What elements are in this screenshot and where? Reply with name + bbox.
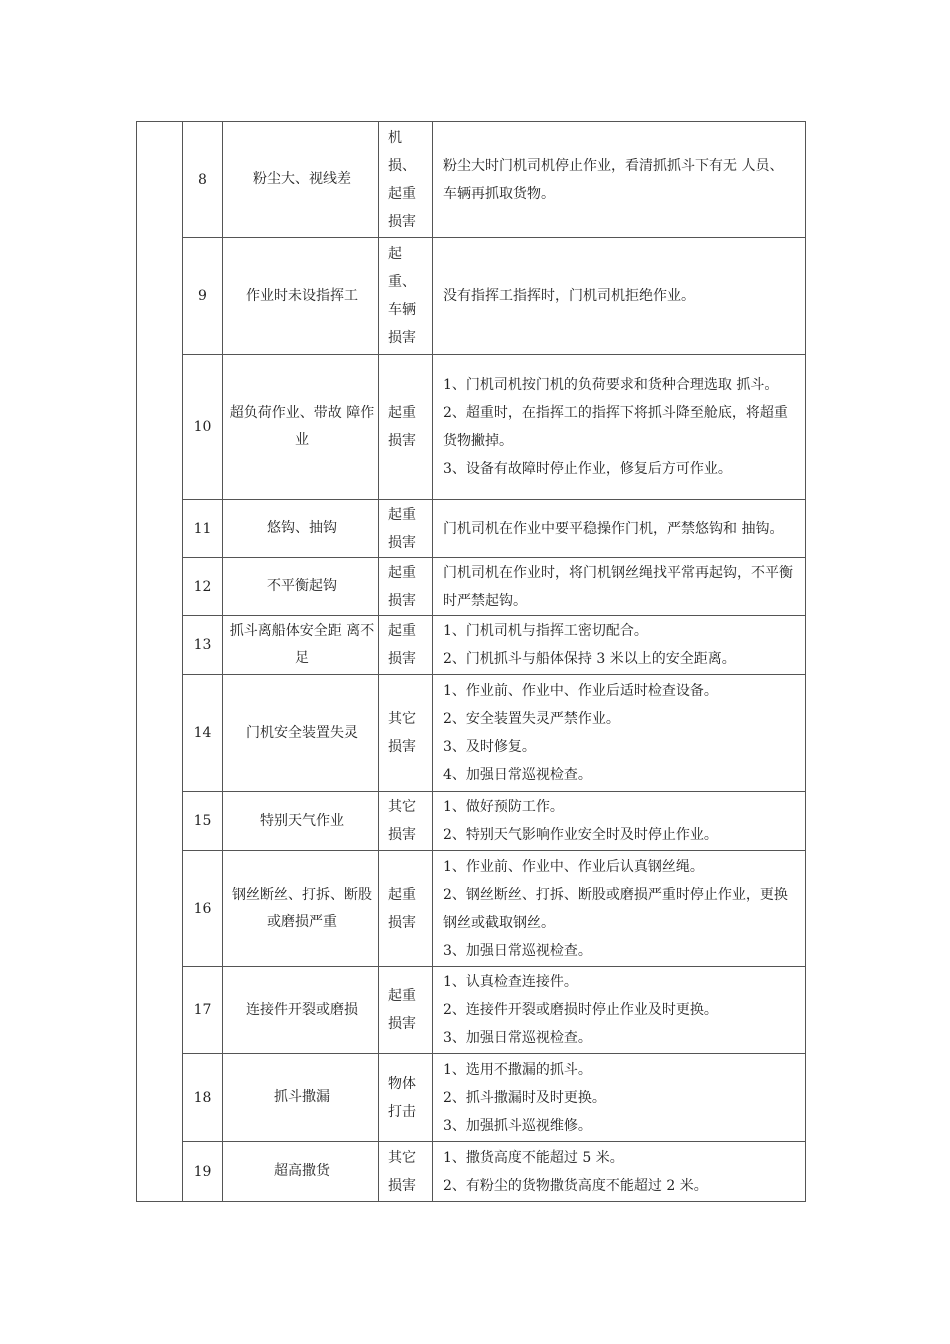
measure-line: 3、设备有故障时停止作业，修复后方可作业。 [443,461,732,477]
control-measures [433,967,806,1054]
merged-category-cell [137,122,183,1202]
measure-line: 2、安全装置失灵严禁作业。 [443,711,620,727]
measure-line: 门机司机在作业时，将门机钢丝绳找平常再起钩，不平衡时严禁起钩。 [443,564,793,609]
measure-line: 1、作业前、作业中、作业后适时检查设备。 [443,683,718,699]
hazard-item: 特别天气作业 [223,792,379,851]
table-row [137,238,806,355]
row-number: 18 [183,1054,223,1142]
measure-line: 1、做好预防工作。 [443,799,564,815]
hazard-item: 超负荷作业、带故 障作业 [223,355,379,500]
table-row [137,675,806,792]
row-number: 16 [183,851,223,967]
measure-line: 2、钢丝断丝、打拆、断股或磨损严重时停止作业，更换钢丝或截取钢丝。 [443,886,788,931]
control-measures [433,355,806,500]
injury-type: 其它损害 [379,675,433,792]
measure-line: 2、有粉尘的货物撒货高度不能超过 2 米。 [443,1177,708,1194]
measure-line: 3、加强抓斗巡视维修。 [443,1117,592,1134]
injury-type: 起重损害 [379,355,433,500]
measure-line: 1、选用不撒漏的抓斗。 [443,1061,592,1078]
measure-line: 1、作业前、作业中、作业后认真钢丝绳。 [443,858,704,875]
row-number: 9 [183,238,223,355]
injury-type: 起重损害 [379,967,433,1054]
injury-type: 其它损害 [379,1142,433,1202]
measure-line: 4、加强日常巡视检查。 [443,767,592,783]
injury-type: 物体打击 [379,1054,433,1142]
measure-line: 1、门机司机与指挥工密切配合。 [443,623,648,639]
measure-line: 2、连接件开裂或磨损时停止作业及时更换。 [443,1002,718,1018]
control-measures [433,122,806,238]
control-measures [433,1142,806,1202]
measure-line: 没有指挥工指挥时，门机司机拒绝作业。 [443,288,695,304]
hazard-item: 门机安全装置失灵 [223,675,379,792]
hazard-item: 超高撒货 [223,1142,379,1202]
row-number: 13 [183,616,223,675]
hazard-item: 抓斗离船体安全距 离不足 [223,616,379,675]
measure-line: 1、撒货高度不能超过 5 米。 [443,1149,624,1166]
row-number: 11 [183,500,223,558]
control-measures [433,616,806,675]
control-measures [433,558,806,616]
hazard-item: 不平衡起钩 [223,558,379,616]
measure-line: 1、门机司机按门机的负荷要求和货种合理选取 抓斗。 [443,377,779,393]
table-row [137,1054,806,1142]
table-row [137,558,806,616]
injury-type: 起重损害 [379,616,433,675]
table-row [137,122,806,238]
control-measures [433,1054,806,1142]
control-measures [433,238,806,355]
table-row [137,851,806,967]
injury-type: 起重损害 [379,500,433,558]
measure-line: 1、认真检查连接件。 [443,974,578,990]
hazard-item: 钢丝断丝、打拆、断股或磨损严重 [223,851,379,967]
hazard-item: 悠钩、抽钩 [223,500,379,558]
table-row [137,500,806,558]
hazard-item: 抓斗撒漏 [223,1054,379,1142]
table-row [137,792,806,851]
table-row [137,1142,806,1202]
table-row [137,616,806,675]
row-number: 14 [183,675,223,792]
injury-type: 起重损害 [379,558,433,616]
hazard-item: 连接件开裂或磨损 [223,967,379,1054]
measure-line: 3、加强日常巡视检查。 [443,1030,592,1046]
injury-type: 机损、起重损害 [379,122,433,238]
measure-line: 2、门机抓斗与船体保持 3 米以上的安全距离。 [443,651,736,667]
row-number: 12 [183,558,223,616]
injury-type: 起重、车辆损害 [379,238,433,355]
row-number: 8 [183,122,223,238]
measure-line: 3、及时修复。 [443,739,536,755]
table-row [137,967,806,1054]
row-number: 19 [183,1142,223,1202]
hazard-item: 粉尘大、视线差 [223,122,379,238]
control-measures [433,500,806,558]
control-measures [433,675,806,792]
injury-type: 起重损害 [379,851,433,967]
measure-line: 粉尘大时门机司机停止作业，看清抓抓斗下有无 人员、车辆再抓取货物。 [443,157,784,202]
measure-line: 2、特别天气影响作业安全时及时停止作业。 [443,827,718,843]
row-number: 15 [183,792,223,851]
control-measures [433,792,806,851]
row-number: 10 [183,355,223,500]
row-number: 17 [183,967,223,1054]
table-row [137,355,806,500]
hazard-item: 作业时未设指挥工 [223,238,379,355]
measure-line: 2、超重时，在指挥工的指挥下将抓斗降至舱底，将超重货物撇掉。 [443,405,788,449]
risk-measures-table [136,121,806,1202]
measure-line: 3、加强日常巡视检查。 [443,942,592,959]
measure-line: 门机司机在作业中要平稳操作门机，严禁悠钩和 抽钩。 [443,520,784,537]
control-measures [433,851,806,967]
injury-type: 其它损害 [379,792,433,851]
measure-line: 2、抓斗撒漏时及时更换。 [443,1089,606,1106]
